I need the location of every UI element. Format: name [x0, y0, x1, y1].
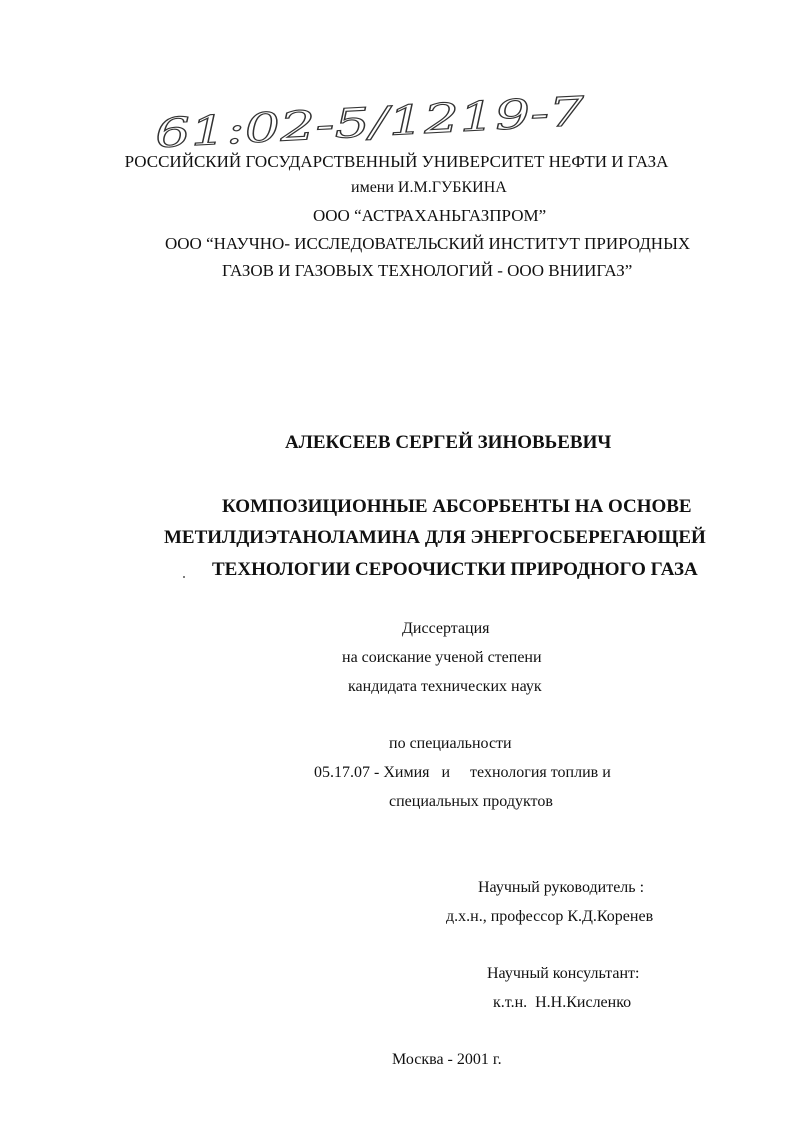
handwritten-archive-number — [150, 88, 600, 158]
supervisor-label: Научный руководитель : — [478, 879, 645, 896]
scan-speck — [183, 576, 185, 578]
institution-line-3: ООО “АСТРАХАНЬГАЗПРОМ” — [313, 206, 547, 225]
title-line-3: ТЕХНОЛОГИИ СЕРООЧИСТКИ ПРИРОДНОГО ГАЗА — [212, 559, 698, 580]
handwritten-archive-number-graphic — [150, 88, 600, 158]
institution-line-1: РОССИЙСКИЙ ГОСУДАРСТВЕННЫЙ УНИВЕРСИТЕТ НЕФТИ И ГАЗА — [124, 152, 669, 171]
institution-line-4: ООО “НАУЧНО- ИССЛЕДОВАТЕЛЬСКИЙ ИНСТИТУТ ПРИРОДНЫХ — [165, 234, 691, 253]
title-line-1: КОМПОЗИЦИОННЫЕ АБСОРБЕНТЫ НА ОСНОВЕ — [222, 496, 692, 517]
institution-line-2: имени И.М.ГУБКИНА — [351, 179, 507, 196]
specialty-line-1: по специальности — [389, 735, 512, 752]
institution-line-5: ГАЗОВ И ГАЗОВЫХ ТЕХНОЛОГИЙ - ООО ВНИИГАЗ” — [222, 261, 633, 280]
consultant-label: Научный консультант: — [487, 965, 640, 982]
consultant-name: к.т.н. Н.Н.Кисленко — [493, 994, 632, 1011]
title-line-2: МЕТИЛДИЭТАНОЛАМИНА ДЛЯ ЭНЕРГОСБЕРЕГАЮЩЕЙ — [164, 527, 706, 548]
degree-line-2: на соискание ученой степени — [342, 649, 542, 666]
specialty-line-2: 05.17.07 - Химия и технология топлив и — [314, 764, 611, 781]
degree-line-3: кандидата технических наук — [348, 678, 542, 695]
degree-line-1: Диссертация — [402, 620, 490, 637]
supervisor-name: д.х.н., профессор К.Д.Коренев — [446, 908, 654, 925]
place-year: Москва - 2001 г. — [392, 1051, 502, 1068]
specialty-line-3: специальных продуктов — [389, 793, 553, 810]
handwritten-archive-number-text: 61:02-5/1219-7 — [153, 95, 465, 158]
author-name: АЛЕКСЕЕВ СЕРГЕЙ ЗИНОВЬЕВИЧ — [285, 432, 612, 453]
